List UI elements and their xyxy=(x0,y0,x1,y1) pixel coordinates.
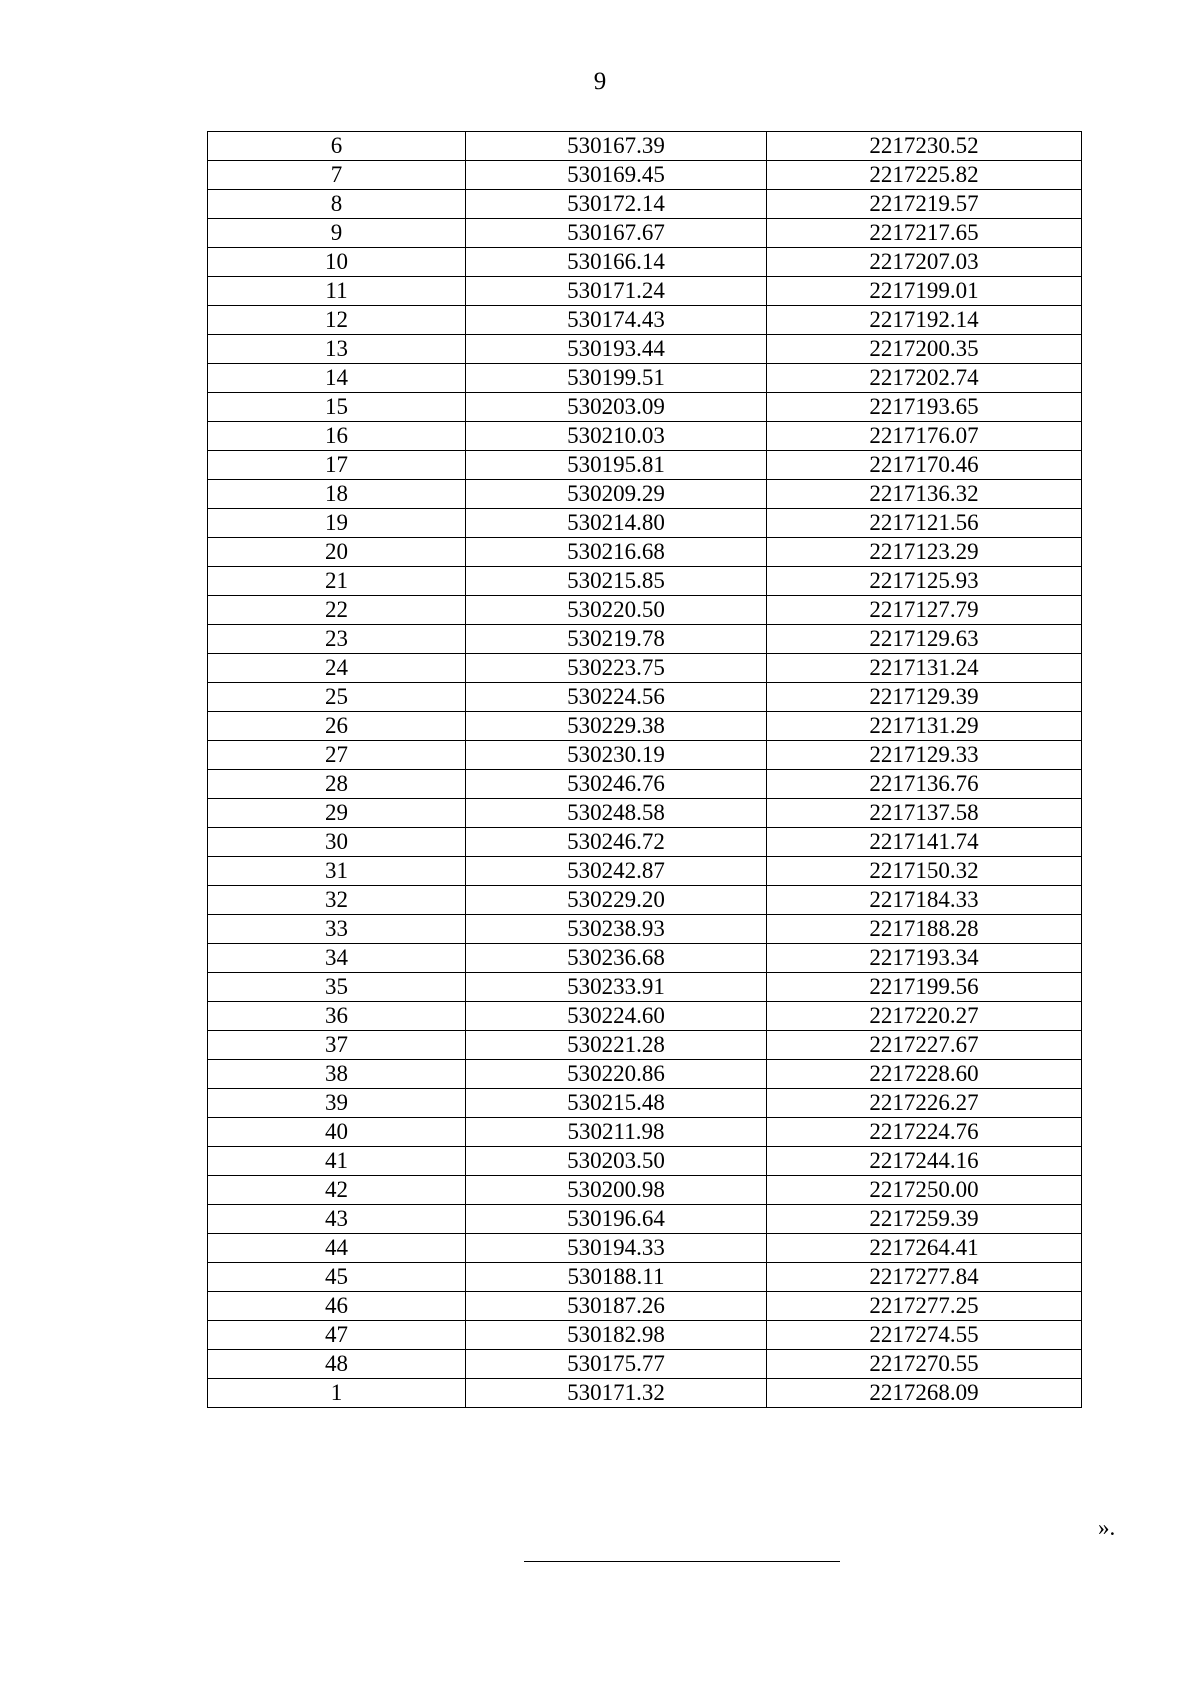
y-coordinate-cell: 2217127.79 xyxy=(767,596,1082,625)
point-number-cell: 48 xyxy=(208,1350,466,1379)
table-row xyxy=(208,567,1082,596)
table-row xyxy=(208,1031,1082,1060)
x-coordinate-cell: 530209.29 xyxy=(466,480,767,509)
table-row xyxy=(208,422,1082,451)
y-coordinate-cell: 2217136.76 xyxy=(767,770,1082,799)
table-row xyxy=(208,161,1082,190)
x-coordinate-cell: 530242.87 xyxy=(466,857,767,886)
table-row xyxy=(208,770,1082,799)
y-coordinate-cell: 2217220.27 xyxy=(767,1002,1082,1031)
y-coordinate-cell: 2217123.29 xyxy=(767,538,1082,567)
x-coordinate-cell: 530194.33 xyxy=(466,1234,767,1263)
x-coordinate-cell: 530233.91 xyxy=(466,973,767,1002)
table-row xyxy=(208,538,1082,567)
point-number-cell: 21 xyxy=(208,567,466,596)
coordinates-table xyxy=(207,131,1082,1408)
table-row xyxy=(208,857,1082,886)
table-row xyxy=(208,799,1082,828)
table-row xyxy=(208,364,1082,393)
y-coordinate-cell: 2217199.56 xyxy=(767,973,1082,1002)
table-row xyxy=(208,335,1082,364)
closing-quote-mark: ». xyxy=(1098,1515,1116,1540)
point-number-cell: 13 xyxy=(208,335,466,364)
point-number-cell: 20 xyxy=(208,538,466,567)
table-row xyxy=(208,886,1082,915)
x-coordinate-cell: 530172.14 xyxy=(466,190,767,219)
point-number-cell: 23 xyxy=(208,625,466,654)
table-row xyxy=(208,1234,1082,1263)
table-row xyxy=(208,1263,1082,1292)
x-coordinate-cell: 530203.50 xyxy=(466,1147,767,1176)
point-number-cell: 16 xyxy=(208,422,466,451)
table-row xyxy=(208,509,1082,538)
table-row xyxy=(208,1089,1082,1118)
point-number-cell: 30 xyxy=(208,828,466,857)
x-coordinate-cell: 530174.43 xyxy=(466,306,767,335)
y-coordinate-cell: 2217193.34 xyxy=(767,944,1082,973)
y-coordinate-cell: 2217199.01 xyxy=(767,277,1082,306)
point-number-cell: 14 xyxy=(208,364,466,393)
table-row xyxy=(208,625,1082,654)
x-coordinate-cell: 530203.09 xyxy=(466,393,767,422)
x-coordinate-cell: 530187.26 xyxy=(466,1292,767,1321)
x-coordinate-cell: 530230.19 xyxy=(466,741,767,770)
table-row xyxy=(208,915,1082,944)
table-row xyxy=(208,1321,1082,1350)
point-number-cell: 44 xyxy=(208,1234,466,1263)
y-coordinate-cell: 2217129.39 xyxy=(767,683,1082,712)
table-row xyxy=(208,1292,1082,1321)
table-row xyxy=(208,596,1082,625)
y-coordinate-cell: 2217136.32 xyxy=(767,480,1082,509)
point-number-cell: 31 xyxy=(208,857,466,886)
x-coordinate-cell: 530246.76 xyxy=(466,770,767,799)
point-number-cell: 24 xyxy=(208,654,466,683)
y-coordinate-cell: 2217244.16 xyxy=(767,1147,1082,1176)
point-number-cell: 7 xyxy=(208,161,466,190)
point-number-cell: 29 xyxy=(208,799,466,828)
x-coordinate-cell: 530171.32 xyxy=(466,1379,767,1408)
point-number-cell: 45 xyxy=(208,1263,466,1292)
table-row xyxy=(208,683,1082,712)
point-number-cell: 6 xyxy=(208,132,466,161)
table-row xyxy=(208,248,1082,277)
x-coordinate-cell: 530196.64 xyxy=(466,1205,767,1234)
point-number-cell: 36 xyxy=(208,1002,466,1031)
x-coordinate-cell: 530224.56 xyxy=(466,683,767,712)
y-coordinate-cell: 2217193.65 xyxy=(767,393,1082,422)
y-coordinate-cell: 2217131.29 xyxy=(767,712,1082,741)
point-number-cell: 38 xyxy=(208,1060,466,1089)
table-row xyxy=(208,1205,1082,1234)
point-number-cell: 37 xyxy=(208,1031,466,1060)
table-row xyxy=(208,1118,1082,1147)
table-row xyxy=(208,973,1082,1002)
y-coordinate-cell: 2217277.84 xyxy=(767,1263,1082,1292)
point-number-cell: 33 xyxy=(208,915,466,944)
y-coordinate-cell: 2217250.00 xyxy=(767,1176,1082,1205)
y-coordinate-cell: 2217137.58 xyxy=(767,799,1082,828)
x-coordinate-cell: 530215.48 xyxy=(466,1089,767,1118)
table-row xyxy=(208,1060,1082,1089)
x-coordinate-cell: 530188.11 xyxy=(466,1263,767,1292)
y-coordinate-cell: 2217274.55 xyxy=(767,1321,1082,1350)
x-coordinate-cell: 530214.80 xyxy=(466,509,767,538)
point-number-cell: 25 xyxy=(208,683,466,712)
table-row xyxy=(208,1350,1082,1379)
x-coordinate-cell: 530167.67 xyxy=(466,219,767,248)
y-coordinate-cell: 2217219.57 xyxy=(767,190,1082,219)
y-coordinate-cell: 2217225.82 xyxy=(767,161,1082,190)
point-number-cell: 34 xyxy=(208,944,466,973)
x-coordinate-cell: 530246.72 xyxy=(466,828,767,857)
y-coordinate-cell: 2217188.28 xyxy=(767,915,1082,944)
table-row xyxy=(208,741,1082,770)
x-coordinate-cell: 530169.45 xyxy=(466,161,767,190)
x-coordinate-cell: 530220.86 xyxy=(466,1060,767,1089)
x-coordinate-cell: 530171.24 xyxy=(466,277,767,306)
y-coordinate-cell: 2217217.65 xyxy=(767,219,1082,248)
point-number-cell: 18 xyxy=(208,480,466,509)
table-row xyxy=(208,306,1082,335)
x-coordinate-cell: 530223.75 xyxy=(466,654,767,683)
y-coordinate-cell: 2217131.24 xyxy=(767,654,1082,683)
page-number: 9 xyxy=(593,68,607,95)
x-coordinate-cell: 530220.50 xyxy=(466,596,767,625)
table-row xyxy=(208,828,1082,857)
point-number-cell: 40 xyxy=(208,1118,466,1147)
y-coordinate-cell: 2217200.35 xyxy=(767,335,1082,364)
y-coordinate-cell: 2217230.52 xyxy=(767,132,1082,161)
x-coordinate-cell: 530219.78 xyxy=(466,625,767,654)
y-coordinate-cell: 2217277.25 xyxy=(767,1292,1082,1321)
x-coordinate-cell: 530199.51 xyxy=(466,364,767,393)
x-coordinate-cell: 530175.77 xyxy=(466,1350,767,1379)
y-coordinate-cell: 2217125.93 xyxy=(767,567,1082,596)
coordinates-table-body xyxy=(208,132,1082,1408)
point-number-cell: 9 xyxy=(208,219,466,248)
point-number-cell: 19 xyxy=(208,509,466,538)
y-coordinate-cell: 2217170.46 xyxy=(767,451,1082,480)
y-coordinate-cell: 2217226.27 xyxy=(767,1089,1082,1118)
point-number-cell: 42 xyxy=(208,1176,466,1205)
x-coordinate-cell: 530182.98 xyxy=(466,1321,767,1350)
table-row xyxy=(208,654,1082,683)
table-row xyxy=(208,1147,1082,1176)
x-coordinate-cell: 530229.38 xyxy=(466,712,767,741)
y-coordinate-cell: 2217264.41 xyxy=(767,1234,1082,1263)
table-row xyxy=(208,219,1082,248)
table-row xyxy=(208,1176,1082,1205)
point-number-cell: 39 xyxy=(208,1089,466,1118)
x-coordinate-cell: 530229.20 xyxy=(466,886,767,915)
point-number-cell: 27 xyxy=(208,741,466,770)
point-number-cell: 17 xyxy=(208,451,466,480)
y-coordinate-cell: 2217150.32 xyxy=(767,857,1082,886)
x-coordinate-cell: 530215.85 xyxy=(466,567,767,596)
end-divider-line xyxy=(524,1561,840,1562)
table-row xyxy=(208,712,1082,741)
point-number-cell: 46 xyxy=(208,1292,466,1321)
table-row xyxy=(208,1002,1082,1031)
point-number-cell: 41 xyxy=(208,1147,466,1176)
point-number-cell: 47 xyxy=(208,1321,466,1350)
x-coordinate-cell: 530238.93 xyxy=(466,915,767,944)
y-coordinate-cell: 2217259.39 xyxy=(767,1205,1082,1234)
x-coordinate-cell: 530224.60 xyxy=(466,1002,767,1031)
point-number-cell: 15 xyxy=(208,393,466,422)
table-row xyxy=(208,944,1082,973)
point-number-cell: 8 xyxy=(208,190,466,219)
y-coordinate-cell: 2217184.33 xyxy=(767,886,1082,915)
point-number-cell: 43 xyxy=(208,1205,466,1234)
table-row xyxy=(208,190,1082,219)
y-coordinate-cell: 2217224.76 xyxy=(767,1118,1082,1147)
y-coordinate-cell: 2217121.56 xyxy=(767,509,1082,538)
table-row xyxy=(208,393,1082,422)
x-coordinate-cell: 530211.98 xyxy=(466,1118,767,1147)
point-number-cell: 22 xyxy=(208,596,466,625)
x-coordinate-cell: 530216.68 xyxy=(466,538,767,567)
point-number-cell: 11 xyxy=(208,277,466,306)
point-number-cell: 10 xyxy=(208,248,466,277)
y-coordinate-cell: 2217268.09 xyxy=(767,1379,1082,1408)
table-row xyxy=(208,451,1082,480)
y-coordinate-cell: 2217202.74 xyxy=(767,364,1082,393)
point-number-cell: 32 xyxy=(208,886,466,915)
x-coordinate-cell: 530195.81 xyxy=(466,451,767,480)
x-coordinate-cell: 530166.14 xyxy=(466,248,767,277)
point-number-cell: 26 xyxy=(208,712,466,741)
point-number-cell: 28 xyxy=(208,770,466,799)
y-coordinate-cell: 2217129.63 xyxy=(767,625,1082,654)
y-coordinate-cell: 2217141.74 xyxy=(767,828,1082,857)
x-coordinate-cell: 530248.58 xyxy=(466,799,767,828)
point-number-cell: 1 xyxy=(208,1379,466,1408)
x-coordinate-cell: 530200.98 xyxy=(466,1176,767,1205)
table-row xyxy=(208,480,1082,509)
table-row xyxy=(208,1379,1082,1408)
table-row xyxy=(208,132,1082,161)
y-coordinate-cell: 2217176.07 xyxy=(767,422,1082,451)
point-number-cell: 35 xyxy=(208,973,466,1002)
y-coordinate-cell: 2217129.33 xyxy=(767,741,1082,770)
y-coordinate-cell: 2217228.60 xyxy=(767,1060,1082,1089)
table-row xyxy=(208,277,1082,306)
x-coordinate-cell: 530167.39 xyxy=(466,132,767,161)
y-coordinate-cell: 2217192.14 xyxy=(767,306,1082,335)
y-coordinate-cell: 2217207.03 xyxy=(767,248,1082,277)
y-coordinate-cell: 2217270.55 xyxy=(767,1350,1082,1379)
point-number-cell: 12 xyxy=(208,306,466,335)
x-coordinate-cell: 530193.44 xyxy=(466,335,767,364)
x-coordinate-cell: 530221.28 xyxy=(466,1031,767,1060)
y-coordinate-cell: 2217227.67 xyxy=(767,1031,1082,1060)
x-coordinate-cell: 530236.68 xyxy=(466,944,767,973)
x-coordinate-cell: 530210.03 xyxy=(466,422,767,451)
